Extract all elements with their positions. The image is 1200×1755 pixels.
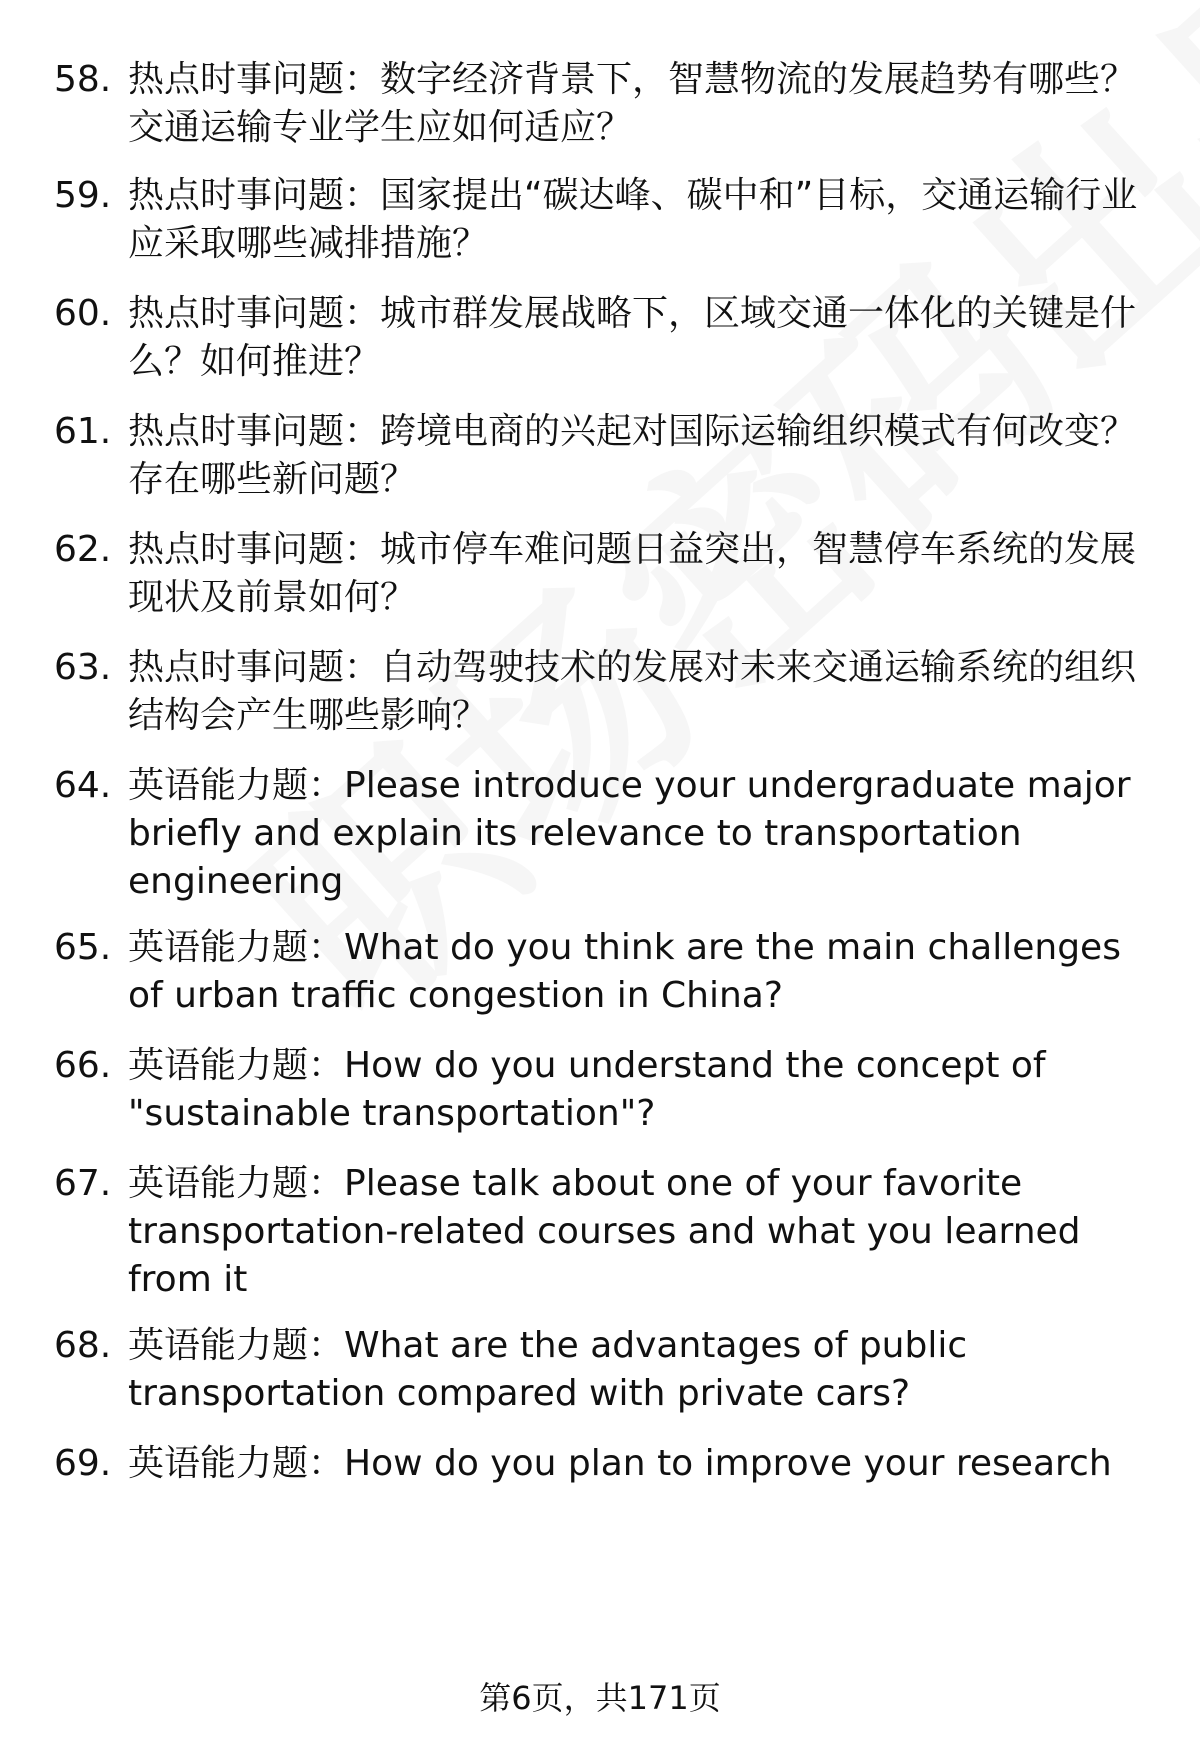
question-item [54, 1042, 1154, 1138]
question-item [54, 408, 1154, 504]
question-text: 英语能力题：Please introduce your undergraduate major briefly and explain its relevance to transportation engineering [128, 765, 1131, 902]
question-text: 热点时事问题：数字经济背景下，智慧物流的发展趋势有哪些？交通运输专业学生应如何适应？ [128, 59, 1137, 148]
question-text: 热点时事问题：城市停车难问题日益突出，智慧停车系统的发展现状及前景如何？ [128, 529, 1137, 618]
question-item [54, 1160, 1154, 1304]
question-text: 热点时事问题：跨境电商的兴起对国际运输组织模式有何改变？存在哪些新问题？ [128, 411, 1137, 500]
question-item [54, 1322, 1154, 1418]
question-number: 68. [54, 1325, 112, 1366]
question-item [54, 644, 1154, 740]
question-item [54, 526, 1154, 622]
question-text: 英语能力题：What are the advantages of public transportation compared with private cars? [128, 1325, 968, 1414]
question-number: 66. [54, 1045, 112, 1086]
question-number: 59. [54, 175, 112, 216]
question-item [54, 172, 1154, 268]
question-number: 64. [54, 765, 112, 806]
question-text: 英语能力题：Please talk about one of your favorite transportation-related courses and what you learned from it [128, 1163, 1081, 1300]
question-number: 63. [54, 647, 112, 688]
question-number: 69. [54, 1443, 112, 1484]
question-number: 61. [54, 411, 112, 452]
question-item [54, 762, 1154, 906]
question-item [54, 924, 1154, 1020]
question-number: 60. [54, 293, 112, 334]
question-text: 热点时事问题：国家提出“碳达峰、碳中和”目标，交通运输行业应采取哪些减排措施？ [128, 175, 1138, 264]
question-item [54, 290, 1154, 386]
question-number: 58. [54, 59, 112, 100]
question-number: 65. [54, 927, 112, 968]
question-item [54, 1440, 1154, 1488]
question-text: 热点时事问题：自动驾驶技术的发展对未来交通运输系统的组织结构会产生哪些影响？ [128, 647, 1137, 736]
question-item [54, 56, 1154, 152]
question-text: 英语能力题：How do you plan to improve your research [128, 1443, 1112, 1484]
page-footer: 第6页，共171页 [479, 1679, 721, 1717]
question-text: 英语能力题：How do you understand the concept of "sustainable transportation"? [128, 1045, 1046, 1134]
question-text: 英语能力题：What do you think are the main challenges of urban traffic congestion in China? [128, 927, 1121, 1016]
question-number: 67. [54, 1163, 112, 1204]
question-text: 热点时事问题：城市群发展战略下，区域交通一体化的关键是什么？如何推进？ [128, 293, 1137, 382]
question-number: 62. [54, 529, 112, 570]
